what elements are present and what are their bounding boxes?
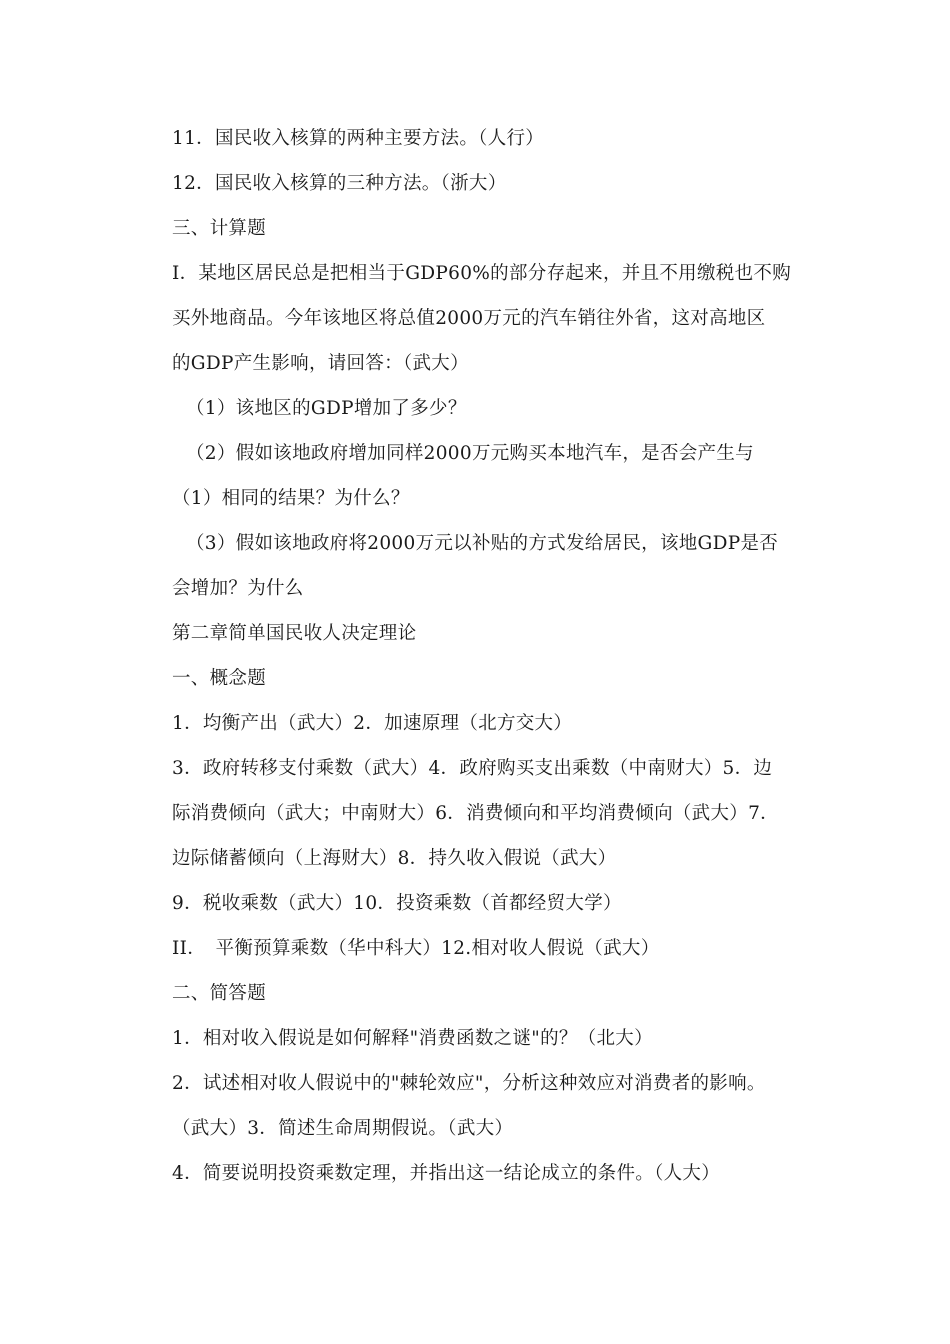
text-line: 会增加？为什么	[172, 578, 304, 599]
text-line: （2）假如该地政府增加同样2000万元购买本地汽车，是否会产生与	[186, 443, 754, 464]
text-line: 第二章简单国民收人决定理论	[172, 623, 417, 644]
text-line: （1）该地区的GDP增加了多少？	[186, 398, 467, 419]
text-line: （武大）3．简述生命周期假说。（武大）	[172, 1118, 514, 1139]
text-line: 边际储蓄倾向（上海财大）8．持久收入假说（武大）	[172, 848, 617, 869]
text-line: 1．相对收入假说是如何解释"消费函数之谜"的？（北大）	[172, 1028, 653, 1049]
text-line: 11．国民收入核算的两种主要方法。（人行）	[172, 128, 545, 149]
text-line: 一、概念题	[172, 668, 267, 689]
text-line: 2．试述相对收人假说中的"棘轮效应"，分析这种效应对消费者的影响。	[172, 1073, 766, 1094]
text-line: 际消费倾向（武大；中南财大）6．消费倾向和平均消费倾向（武大）7．	[172, 803, 779, 824]
text-line: （1）相同的结果？为什么？	[172, 488, 410, 509]
text-line: 的GDP产生影响，请回答：（武大）	[172, 353, 469, 374]
text-line: II． 平衡预算乘数（华中科大）12.相对收人假说（武大）	[172, 938, 660, 959]
text-line: 9．税收乘数（武大）10．投资乘数（首都经贸大学）	[172, 893, 622, 914]
text-line: 三、计算题	[172, 218, 267, 239]
text-line: 买外地商品。今年该地区将总值2000万元的汽车销往外省，这对高地区	[172, 308, 766, 329]
text-line: 12．国民收入核算的三种方法。（浙大）	[172, 173, 507, 194]
text-line: 4．简要说明投资乘数定理，并指出这一结论成立的条件。（人大）	[172, 1163, 721, 1184]
document-page	[172, 116, 792, 1196]
text-line: I．某地区居民总是把相当于GDP60%的部分存起来，并且不用缴税也不购	[172, 263, 791, 284]
text-line: 二、简答题	[172, 983, 267, 1004]
text-line: 3．政府转移支付乘数（武大）4．政府购买支出乘数（中南财大）5．边	[172, 758, 773, 779]
text-line: 1．均衡产出（武大）2．加速原理（北方交大）	[172, 713, 573, 734]
text-line: （3）假如该地政府将2000万元以补贴的方式发给居民，该地GDP是否	[186, 533, 779, 554]
